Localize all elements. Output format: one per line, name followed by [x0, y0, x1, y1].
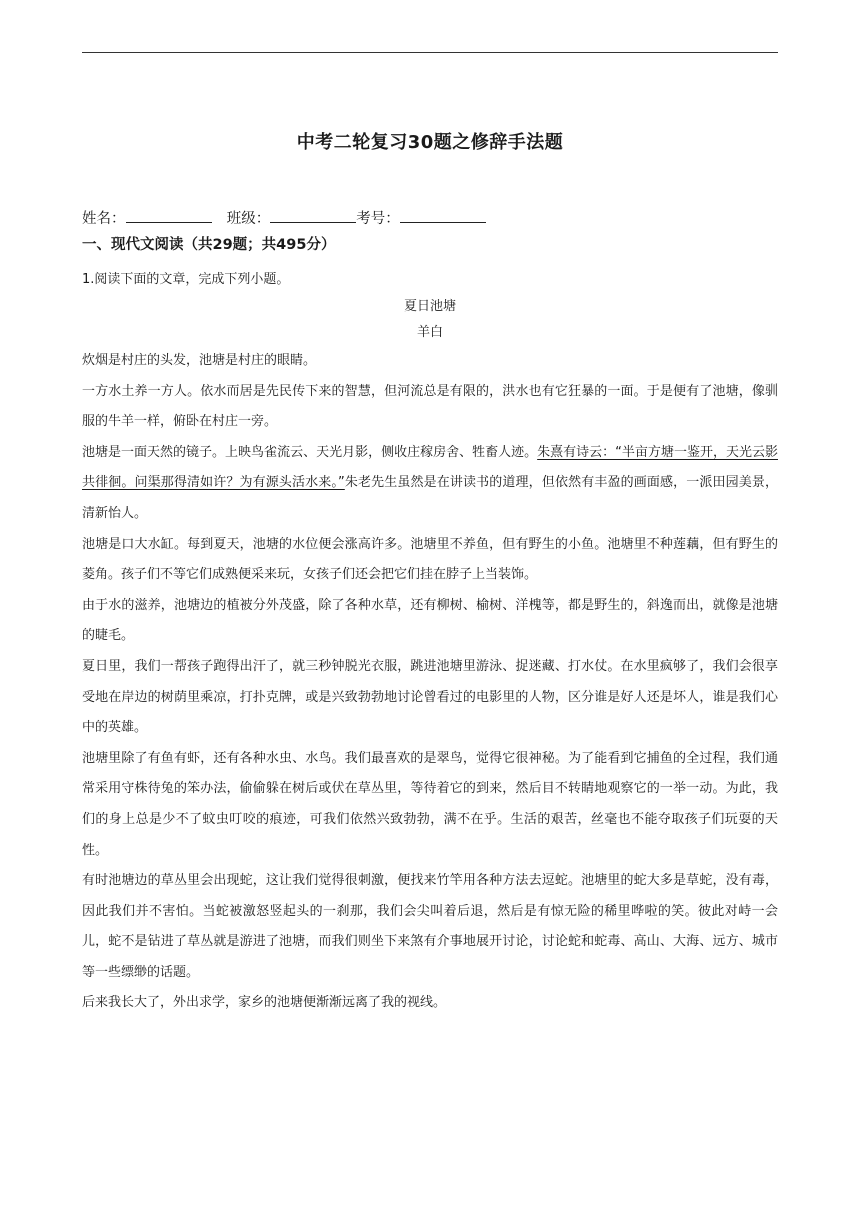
- paragraph-7: 池塘里除了有鱼有虾，还有各种水虫、水鸟。我们最喜欢的是翠鸟，觉得它很神秘。为了能看到它捕鱼的全过程，我们通常采用守株待兔的笨办法，偷偷躲在树后或伏在草丛里，等待着它的到来，然后目不转睛地观察它的一举一动。为此，我们的身上总是少不了蚊虫叮咬的痕迹，可我们依然兴致勃勃，满不在乎。生活的艰苦，丝毫也不能夺取孩子们玩耍的天性。: [82, 750, 778, 858]
- number-label: 考号：: [356, 211, 400, 227]
- paragraph-1: 炊烟是村庄的头发，池塘是村庄的眼睛。: [82, 353, 317, 368]
- underlined-poem-quote: 朱熹有诗云：“半亩方塘一鉴开，天光云影共徘徊。问渠那得清如许？为有源头活水来。”: [82, 444, 778, 491]
- paragraph-5: 由于水的滋养，池塘边的植被分外茂盛，除了各种水草，还有柳树、榆树、洋槐等，都是野生的，斜逸而出，就像是池塘的睫毛。: [82, 597, 778, 644]
- paragraph-9: 后来我长大了，外出求学，家乡的池塘便渐渐远离了我的视线。: [82, 995, 447, 1011]
- question-prompt: 1.阅读下面的文章，完成下列小题。: [82, 272, 290, 287]
- article-author: 羊白: [416, 325, 443, 340]
- name-blank: [126, 206, 212, 223]
- document-body: [82, 206, 778, 1019]
- class-blank: [270, 206, 356, 223]
- paragraph-4: 池塘是口大水缸。每到夏天，池塘的水位便会涨高许多。池塘里不养鱼，但有野生的小鱼。池塘里不种莲藕，但有野生的菱角。孩子们不等它们成熟便采来玩，女孩子们还会把它们挂在脖子上当装饰。: [82, 536, 778, 583]
- number-blank: [400, 206, 486, 223]
- paragraph-3-text-a: 池塘是一面天然的镜子。上映鸟雀流云、天光月影，侧收庄稼房舍、牲畜人迹。: [82, 444, 538, 460]
- paragraph-3: [82, 438, 778, 530]
- header-rule: [82, 52, 778, 53]
- name-label: 姓名：: [82, 211, 126, 227]
- paragraph-2: 一方水土养一方人。依水而居是先民传下来的智慧，但河流总是有限的，洪水也有它狂暴的一面。于是便有了池塘，像驯服的牛羊一样，俯卧在村庄一旁。: [82, 383, 778, 430]
- paragraph-6: 夏日里，我们一帮孩子跑得出汗了，就三秒钟脱光衣服，跳进池塘里游泳、捉迷藏、打水仗。在水里疯够了，我们会很享受地在岸边的树荫里乘凉，打扑克牌，或是兴致勃勃地讨论曾看过的电影里的人物，区分谁是好人还是坏人，谁是我们心中的英雄。: [82, 658, 778, 736]
- class-label: 班级：: [226, 211, 271, 227]
- section-heading: 一、现代文阅读（共29题；共495分）: [82, 237, 336, 253]
- article-title: 夏日池塘: [403, 299, 456, 314]
- page-title: 中考二轮复习30题之修辞手法题: [296, 132, 564, 153]
- paragraph-8: 有时池塘边的草丛里会出现蛇，这让我们觉得很刺激，便找来竹竿用各种方法去逗蛇。池塘里的蛇大多是草蛇，没有毒，因此我们并不害怕。当蛇被激怒竖起头的一刹那，我们会尖叫着后退，然后是有惊无险的稀里哗啦的笑。彼此对峙一会儿，蛇不是钻进了草丛就是游进了池塘，而我们则坐下来煞有介事地展开讨论，讨论蛇和蛇毒、高山、大海、远方、城市等一些缥缈的话题。: [82, 873, 778, 980]
- paragraph-3-text-b: 朱老先生虽然是在讲读书的道理，但依然有丰盈的画面感，一派田园美景，清新怡人。: [82, 475, 778, 521]
- student-info-line: [82, 206, 778, 232]
